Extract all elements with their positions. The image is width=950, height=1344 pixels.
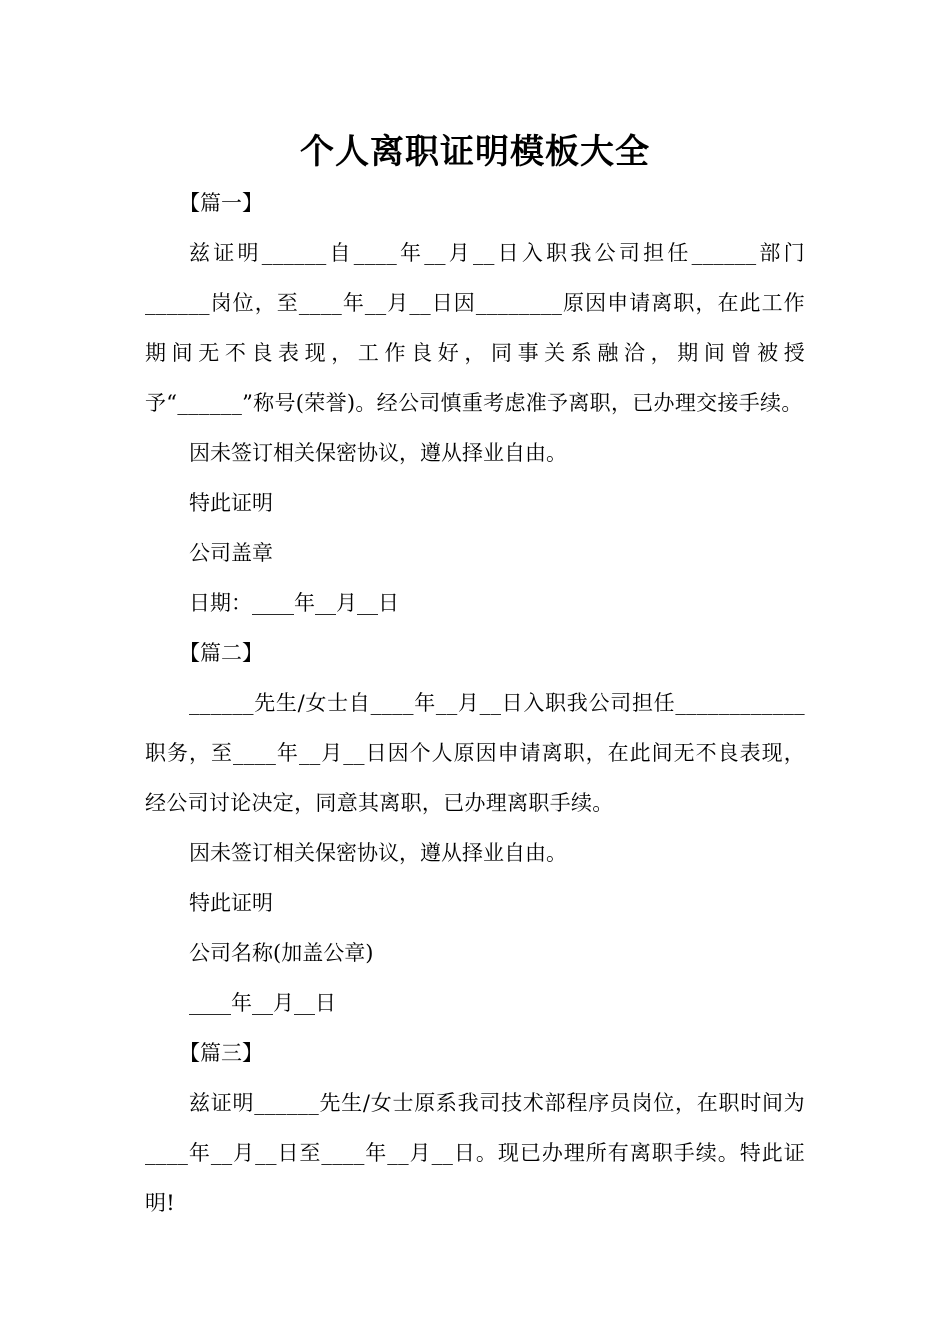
section-body: 兹证明______先生/女士原系我司技术部程序员岗位，在职时间为____年__月__日至____年__月__日。现已办理所有离职手续。特此证明!	[145, 1091, 805, 1215]
certification-line: 特此证明	[189, 891, 273, 915]
document-title: 个人离职证明模板大全	[300, 132, 650, 172]
section-1	[145, 178, 805, 628]
section-heading: 【篇三】	[179, 1041, 263, 1065]
document-page	[145, 126, 805, 1228]
section-body: 兹证明______自____年__月__日入职我公司担任______部门______岗位，至____年__月__日因________原因申请离职，在此工作期间无不良表现，工作良好，同事关系融洽，期间曾被授予“______”称号(荣誉)。经公司慎重考虑准予离职，已办理交接手续。	[145, 241, 805, 415]
section-heading: 【篇一】	[179, 191, 263, 215]
confidentiality-note: 因未签订相关保密协议，遵从择业自由。	[189, 841, 567, 865]
section-3	[145, 1028, 805, 1228]
confidentiality-note: 因未签订相关保密协议，遵从择业自由。	[189, 441, 567, 465]
company-seal-line: 公司盖章	[189, 541, 273, 565]
section-body: ______先生/女士自____年__月__日入职我公司担任____________职务，至____年__月__日因个人原因申请离职，在此间无不良表现，经公司讨论决定，同意其离职，已办理离职手续。	[145, 691, 805, 815]
section-heading: 【篇二】	[179, 641, 263, 665]
section-2	[145, 628, 805, 1028]
certification-line: 特此证明	[189, 491, 273, 515]
company-name-line: 公司名称(加盖公章)	[189, 941, 374, 965]
date-line: 日期：____年__月__日	[189, 591, 399, 615]
date-line: ____年__月__日	[189, 991, 336, 1015]
